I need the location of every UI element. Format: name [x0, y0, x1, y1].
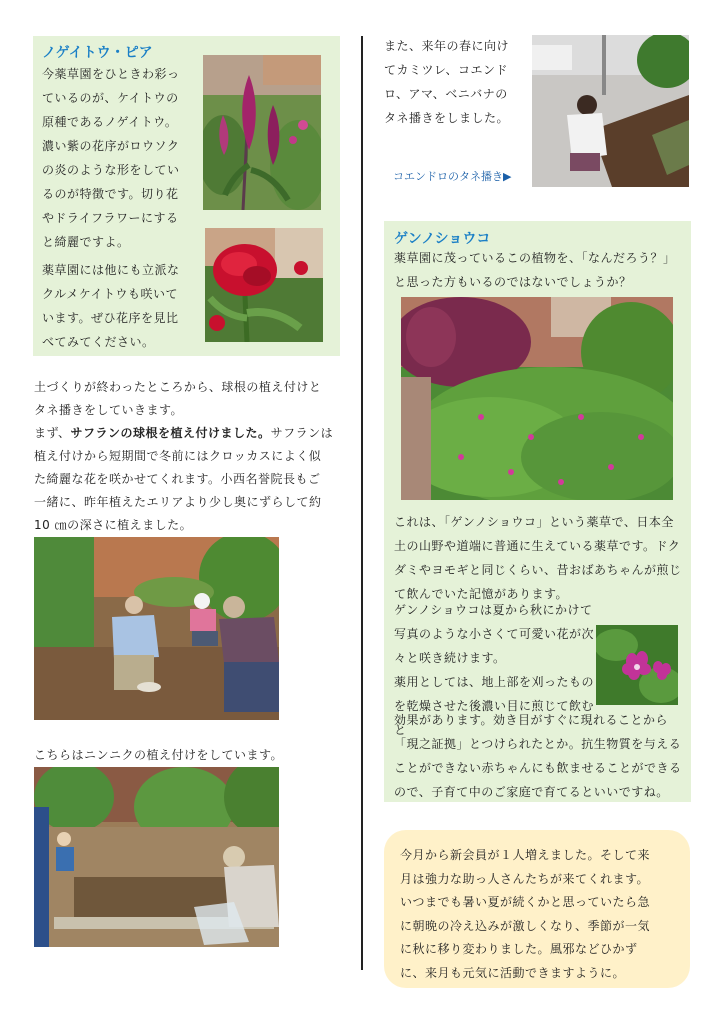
- gennoshouko-effects: 効果があります。効き目がすぐに現れることから 「現之証拠」とつけられたとか。抗生物質を与える ことができない赤ちゃんにも飲ませることができる ので、子育て中のご家庭で育てるといいですね。: [394, 713, 682, 799]
- coriander-sowing-photo: [532, 35, 689, 187]
- coriander-caption: コエンドロのタネ播き▶: [393, 170, 512, 183]
- seed-sowing-text: また、来年の春に向け てカミツレ、コエンド ロ、アマ、ベニバナの タネ播きをしました。: [384, 39, 510, 125]
- gennoshouko-garden-photo: [401, 297, 673, 500]
- celosia-purple-photo: [203, 55, 321, 210]
- celosia-text-2: 薬草園には他にも立派な クルメケイトウも咲いて います。ぜひ花序を見比 べてみてください。: [42, 263, 180, 349]
- celosia-red-photo: [205, 228, 323, 342]
- gennoshouko-flower-photo: [596, 625, 678, 705]
- gennoshouko-flowering: ゲンノショウコは夏から秋にかけて 写真のような小さくて可愛い花が次 々と咲き続けます。 薬用としては、地上部を刈ったもの を乾燥させた後濃い目に煎じて飲むと: [394, 603, 595, 737]
- bulb-planting-photo: [34, 537, 279, 720]
- saffron-paragraph: [34, 422, 354, 537]
- monthly-note-text: 今月から新会員が１人増えました。そして来 月は強力な助っ人さんたちが来てくれます。 いつまでも暑い夏が続くかと思っていたら急 に朝晩の冷え込みが激しくなり、季節が一気 に秋に移り変わりました。風邪などひかず に、来月も元気に活動できますように。: [400, 848, 651, 980]
- saffron-prefix: まず、: [34, 426, 71, 440]
- gennoshouko-title: ゲンノショウコ: [394, 231, 491, 247]
- garlic-caption: こちらはニンニクの植え付けをしています。: [34, 748, 284, 762]
- celosia-text: 今薬草園をひときわ彩っ ているのが、ケイトウの 原種であるノゲイトウ。 濃い紫の花序がロウソク の炎のような形をしてい るのが特徴です。切り花 やドライフラワーにする と綺麗ですよ。: [42, 67, 180, 249]
- saffron-body: サフランは 植え付けから短期間で冬前にはクロッカスによく似 た綺麗な花を咲かせてくれます。小西名誉院長もご 一緒に、昨年植えたエリアより少し奥にずらして約 10 ㎝の深さに植えました。: [34, 426, 334, 532]
- saffron-highlight: サフランの球根を植え付けました。: [70, 426, 271, 440]
- gennoshouko-intro: 薬草園に茂っているこの植物を、「なんだろう？」 と思った方もいるのではないでしょうか？: [394, 251, 676, 289]
- gennoshouko-description: これは、「ゲンノショウコ」という薬草で、日本全 土の山野や道端に普通に生えている薬草です。ドク ダミやヨモギと同じくらい、昔おばあちゃんが煎じ て飲んでいた記憶があります。: [394, 515, 682, 601]
- column-divider: [361, 36, 363, 970]
- planting-intro: 土づくりが終わったところから、球根の植え付けと タネ播きをしていきます。: [34, 380, 322, 417]
- garlic-planting-photo: [34, 767, 279, 947]
- celosia-title: ノゲイトウ・ピア: [42, 45, 153, 61]
